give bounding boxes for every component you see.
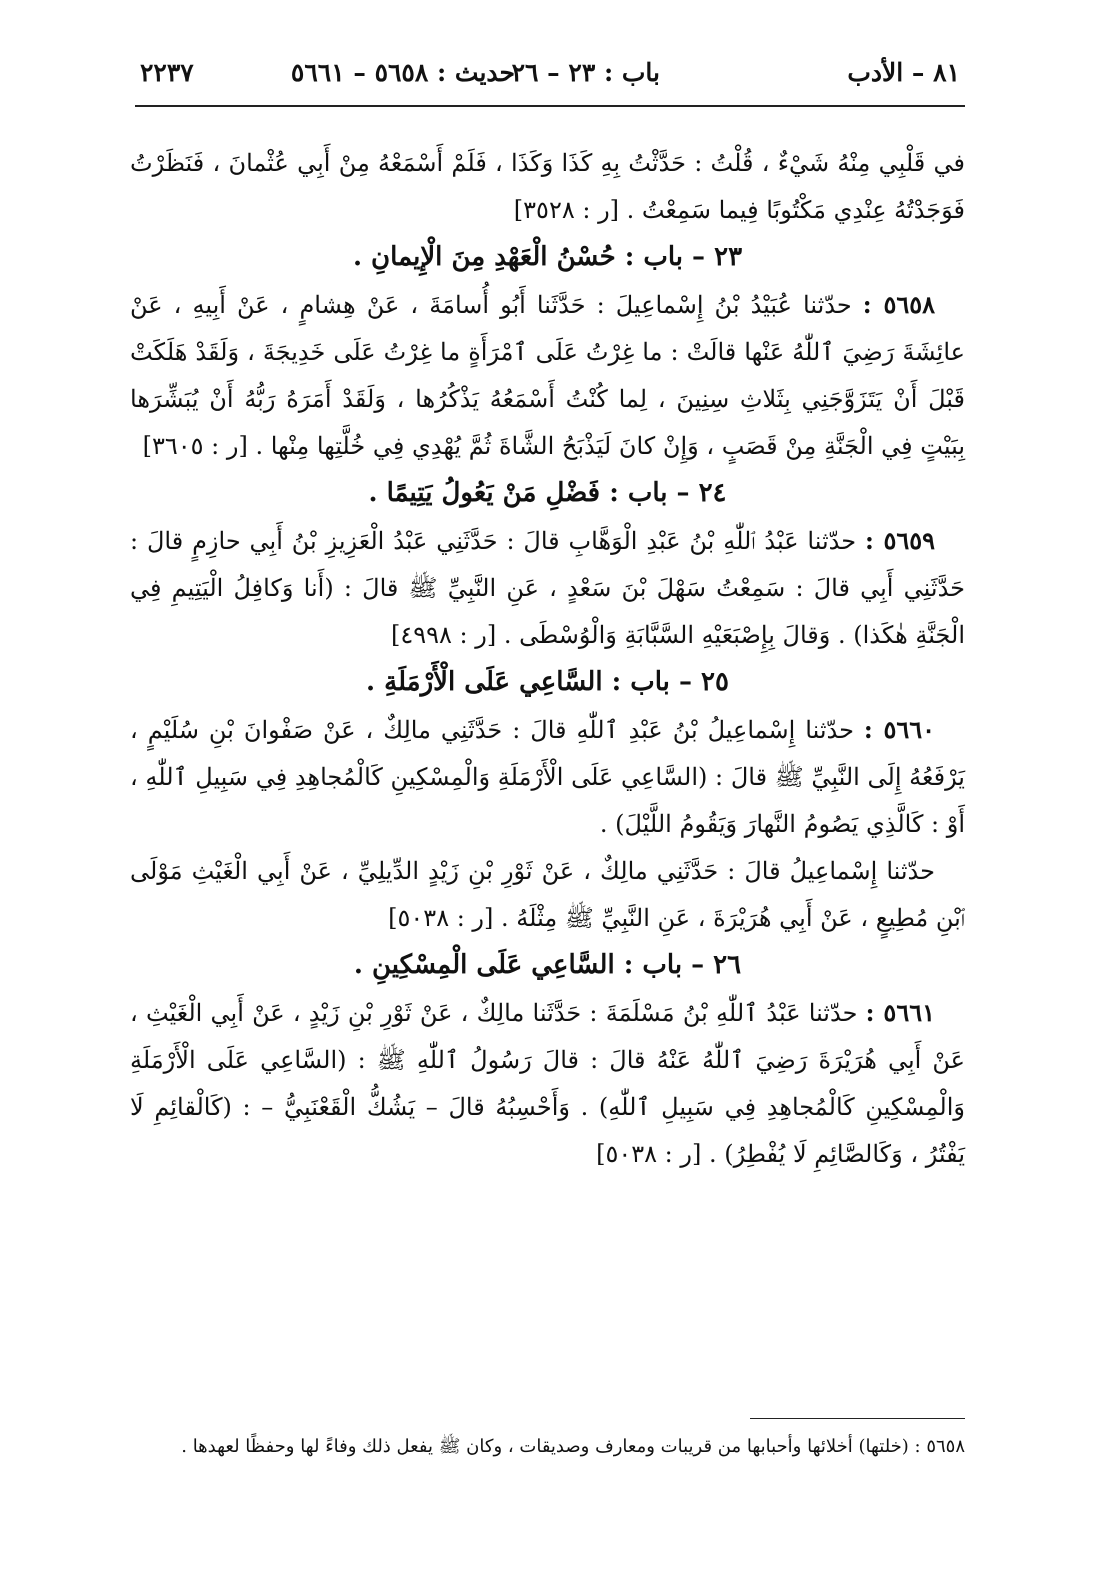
footnote-rule <box>750 1418 965 1419</box>
cross-reference: [ر : ٣٦٠٥] <box>142 432 248 460</box>
hadith-5659 <box>130 517 965 659</box>
chapter-title: ٨١ – الأدب <box>847 58 960 87</box>
header-rule <box>135 105 965 107</box>
heading-number: ٢٣ – باب : <box>624 242 743 272</box>
section-heading-23 <box>130 234 965 281</box>
hadith-number: ٥٦٥٨ : <box>862 290 936 319</box>
section-heading-24 <box>130 470 965 517</box>
hadith-number: ٥٦٦١ : <box>865 998 935 1027</box>
cross-reference: [ر : ٥٠٣٨] <box>596 1140 702 1168</box>
heading-title: حُسْنُ الْعَهْدِ مِنَ الْإِيمانِ . <box>352 242 616 272</box>
hadith-text: حدّثنا إِسْماعِيلُ قالَ : حَدَّثَنِي مالِكٌ ، عَنْ ثَوْرِ بْنِ زَيْدٍ الدِّيلِيِّ ، عَنْ أَبِي الْغَيْثِ مَوْلَى ٱبْنِ مُطِيعٍ ، عَنْ أَبِي هُرَيْرَةَ ، عَنِ النَّبِيِّ ﷺ مِثْلَهُ . <box>130 857 965 932</box>
running-header <box>140 58 960 108</box>
body-text <box>130 140 965 1178</box>
section-heading-25 <box>130 659 965 706</box>
heading-number: ٢٥ – باب : <box>611 667 729 697</box>
hadith-5660-second-chain <box>130 848 965 942</box>
hadith-range: حديث : ٥٦٥٨ – ٥٦٦١ <box>290 58 515 87</box>
cross-reference: [ر : ٤٩٩٨] <box>390 621 497 649</box>
hadith-5660 <box>130 706 965 848</box>
bab-range: باب : ٢٣ – ٢٦ <box>511 58 660 87</box>
hadith-number: ٥٦٥٩ : <box>864 526 935 555</box>
section-heading-26 <box>130 942 965 989</box>
heading-title: السَّاعِي عَلَى الْأَرْمَلَةِ . <box>366 667 603 697</box>
heading-title: فَضْلِ مَنْ يَعُولُ يَتِيمًا . <box>368 478 601 508</box>
heading-number: ٢٤ – باب : <box>609 478 727 508</box>
hadith-5661 <box>130 989 965 1178</box>
cross-reference: [ر : ٣٥٢٨] <box>513 196 620 224</box>
hadith-text: حدّثنا عَبْدُ ٱللّٰهِ بْنُ عَبْدِ الْوَهَّابِ قالَ : حَدَّثَنِي عَبْدُ الْعَزِيزِ بْنُ أَبِي حازِمٍ قالَ : حَدَّثَنِي أَبِي قالَ : سَمِعْتُ سَهْلَ بْنَ سَعْدٍ ، عَنِ النَّبِيِّ ﷺ قالَ : (أَنا وَكافِلُ الْيَتِيمِ فِي الْجَنَّةِ هٰكَذا) . وَقالَ بِإِصْبَعَيْهِ السَّبَّابَةِ وَالْوُسْطَى . <box>130 527 965 649</box>
hadith-text: حدّثنا عَبْدُ ٱللّٰهِ بْنُ مَسْلَمَةَ : حَدَّثَنا مالِكٌ ، عَنْ ثَوْرِ بْنِ زَيْدٍ ، عَنْ أَبِي الْغَيْثِ ، عَنْ أَبِي هُرَيْرَةَ رَضِيَ ٱللّٰهُ عَنْهُ قالَ : قالَ رَسُولُ ٱللّٰهِ ﷺ : (السَّاعِي عَلَى الْأَرْمَلَةِ وَالْمِسْكِينِ كَالْمُجاهِدِ فِي سَبِيلِ ٱللّٰهِ) . وَأَحْسِبُهُ قالَ – يَشُكُّ الْقَعْنَبِيُّ – : (كَالْقائِمِ لَا يَفْتُرُ ، وَكَالصَّائِمِ لَا يُفْطِرُ) . <box>130 999 965 1168</box>
heading-number: ٢٦ – باب : <box>623 950 742 980</box>
footnote: ٥٦٥٨ : (خلتها) أخلائها وأحبابها من قريبات ومعارف وصديقات ، وكان ﷺ يفعل ذلك وفاءً لها وحفظًا لعهدها . <box>181 1436 965 1457</box>
cross-reference: [ر : ٥٠٣٨] <box>388 904 494 932</box>
paragraph-continuation <box>130 140 965 234</box>
paragraph-text: في قَلْبِي مِنْهُ شَيْءٌ ، قُلْتُ : حَدَّثْتُ بِهِ كَذَا وَكَذَا ، فَلَمْ أَسْمَعْهُ مِنْ أَبِي عُثْمانَ ، فَنَظَرْتُ فَوَجَدْتُهُ عِنْدِي مَكْتُوبًا فِيما سَمِعْتُ . <box>130 149 965 224</box>
hadith-5658 <box>130 281 965 470</box>
heading-title: السَّاعِي عَلَى الْمِسْكِينِ . <box>353 950 615 980</box>
page-number: ٢٢٣٧ <box>140 58 194 87</box>
hadith-text: حدّثنا عُبَيْدُ بْنُ إِسْماعِيلَ : حَدَّثَنا أَبُو أُسامَةَ ، عَنْ هِشامٍ ، عَنْ أَبِيهِ ، عَنْ عائِشَةَ رَضِيَ ٱللّٰهُ عَنْها قالَتْ : ما غِرْتُ عَلَى ٱمْرَأَةٍ ما غِرْتُ عَلَى خَدِيجَةَ ، وَلَقَدْ هَلَكَتْ قَبْلَ أَنْ يَتَزَوَّجَنِي بِثَلاثِ سِنِينَ ، لِما كُنْتُ أَسْمَعُهُ يَذْكُرُها ، وَلَقَدْ أَمَرَهُ رَبُّهُ أَنْ يُبَشِّرَها بِبَيْتٍ فِي الْجَنَّةِ مِنْ قَصَبٍ ، وَإِنْ كانَ لَيَذْبَحُ الشَّاةَ ثُمَّ يُهْدِي فِي خُلَّتِها مِنْها . <box>130 291 965 460</box>
hadith-text: حدّثنا إِسْماعِيلُ بْنُ عَبْدِ ٱللّٰهِ قالَ : حَدَّثَنِي مالِكٌ ، عَنْ صَفْوانَ بْنِ سُلَيْمٍ ، يَرْفَعُهُ إِلَى النَّبِيِّ ﷺ قالَ : (السَّاعِي عَلَى الْأَرْمَلَةِ وَالْمِسْكِينِ كَالْمُجاهِدِ فِي سَبِيلِ ٱللّٰهِ ، أَوْ : كَالَّذِي يَصُومُ النَّهارَ وَيَقُومُ اللَّيْلَ) . <box>130 716 965 838</box>
hadith-number: ٥٦٦٠ : <box>863 715 936 744</box>
